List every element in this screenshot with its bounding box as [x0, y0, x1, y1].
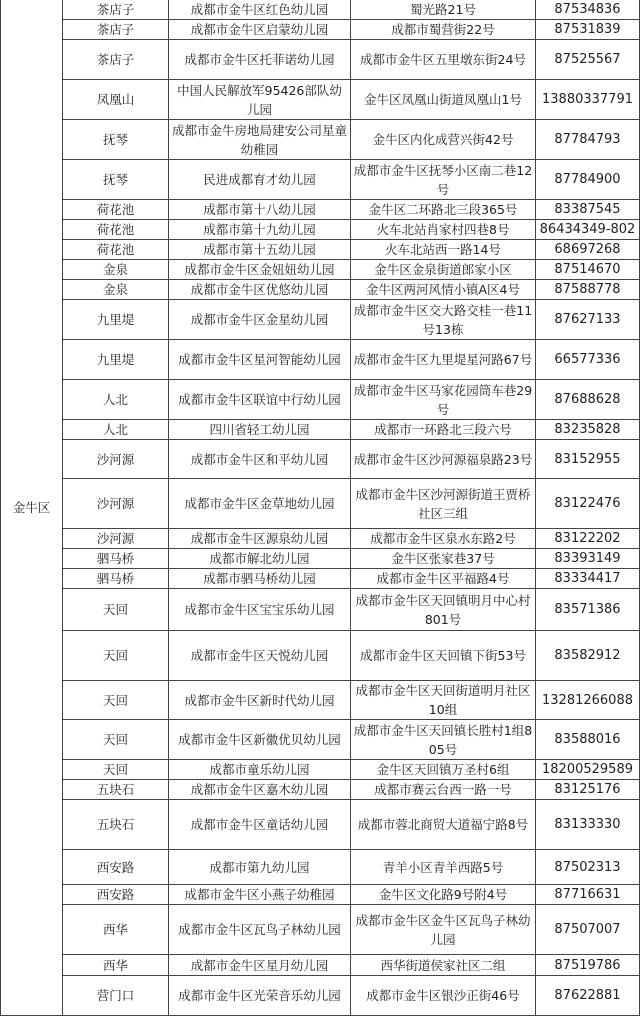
area-cell: 金泉: [63, 280, 169, 300]
area-cell: 抚琴: [63, 160, 169, 200]
kindergarten-name-cell: 成都市金牛区托菲诺幼儿园: [169, 40, 351, 80]
address-cell: 青羊小区青羊西路5号: [351, 850, 536, 885]
address-cell: 成都市金牛区金牛区瓦鸟子林幼儿园: [351, 905, 536, 955]
phone-cell: 87622881: [536, 976, 640, 1016]
kindergarten-name-cell: 成都市金牛区宝宝乐幼儿园: [169, 589, 351, 631]
address-cell: 成都市金牛区抚琴小区南二巷12号: [351, 160, 536, 200]
area-cell: 天回: [63, 589, 169, 631]
phone-cell: 83334417: [536, 569, 640, 589]
area-cell: 五块石: [63, 800, 169, 850]
table-row: [1, 380, 640, 420]
address-cell: 成都市金牛区沙河源街道王贾桥社区三组: [351, 479, 536, 529]
area-cell: 沙河源: [63, 440, 169, 479]
table-row: [1, 976, 640, 1016]
kindergarten-name-cell: 成都市金牛区童话幼儿园: [169, 800, 351, 850]
address-cell: 金牛区内化成营兴街42号: [351, 120, 536, 160]
table-body: [1, 0, 640, 1016]
kindergarten-name-cell: 成都市金牛区优悠幼儿园: [169, 280, 351, 300]
address-cell: 成都市金牛区银沙正街46号: [351, 976, 536, 1016]
kindergarten-name-cell: 成都市第十五幼儿园: [169, 240, 351, 260]
area-cell: 人北: [63, 420, 169, 440]
table-row: [1, 631, 640, 681]
area-cell: 人北: [63, 380, 169, 420]
address-cell: 成都市金牛区平福路4号: [351, 569, 536, 589]
phone-cell: 83235828: [536, 420, 640, 440]
area-cell: 荷花池: [63, 220, 169, 240]
address-cell: 蜀光路21号: [351, 0, 536, 20]
table-row: [1, 300, 640, 340]
area-cell: 荷花池: [63, 200, 169, 220]
kindergarten-name-cell: 成都市第九幼儿园: [169, 850, 351, 885]
table-row: [1, 280, 640, 300]
area-cell: 西华: [63, 955, 169, 976]
table-row: [1, 549, 640, 569]
address-cell: 成都市金牛区沙河源福泉路23号: [351, 440, 536, 479]
address-cell: 成都市赛云台西一路一号: [351, 780, 536, 800]
kindergarten-name-cell: 成都市金牛区金星幼儿园: [169, 300, 351, 340]
kindergarten-name-cell: 成都市金牛区红色幼儿园: [169, 0, 351, 20]
area-cell: 荷花池: [63, 240, 169, 260]
kindergarten-name-cell: 成都市金牛区天悦幼儿园: [169, 631, 351, 681]
area-cell: 九里堤: [63, 340, 169, 380]
phone-cell: 83393149: [536, 549, 640, 569]
address-cell: 金牛区天回镇万圣村6组: [351, 760, 536, 780]
phone-cell: 87588778: [536, 280, 640, 300]
area-cell: 西安路: [63, 885, 169, 905]
table-row: [1, 220, 640, 240]
area-cell: 沙河源: [63, 479, 169, 529]
kindergarten-name-cell: 成都市金牛区小燕子幼稚园: [169, 885, 351, 905]
address-cell: 火车北站西一路14号: [351, 240, 536, 260]
table-row: [1, 340, 640, 380]
address-cell: 成都市金牛区马家花园筒车巷29号: [351, 380, 536, 420]
table-row: [1, 529, 640, 549]
table-row: [1, 800, 640, 850]
phone-cell: 87514670: [536, 260, 640, 280]
phone-cell: 18200529589: [536, 760, 640, 780]
kindergarten-name-cell: 成都市金牛区光荣音乐幼儿园: [169, 976, 351, 1016]
kindergarten-name-cell: 成都市金牛区嘉木幼儿园: [169, 780, 351, 800]
address-cell: 西华街道侯家社区二组: [351, 955, 536, 976]
phone-cell: 68697268: [536, 240, 640, 260]
address-cell: 金牛区二环路北三段365号: [351, 200, 536, 220]
phone-cell: 87525567: [536, 40, 640, 80]
area-cell: 沙河源: [63, 529, 169, 549]
table-row: [1, 479, 640, 529]
table-row: [1, 955, 640, 976]
phone-cell: 83588016: [536, 720, 640, 760]
table-row: [1, 905, 640, 955]
address-cell: 成都市金牛区天回镇明月中心村801号: [351, 589, 536, 631]
phone-cell: 83133330: [536, 800, 640, 850]
area-cell: 西安路: [63, 850, 169, 885]
address-cell: 金牛区两河风情小镇A区4号: [351, 280, 536, 300]
kindergarten-name-cell: 成都市金牛区瓦鸟子林幼儿园: [169, 905, 351, 955]
phone-cell: 83125176: [536, 780, 640, 800]
table-row: [1, 200, 640, 220]
kindergarten-name-cell: 成都市金牛区金妞妞幼儿园: [169, 260, 351, 280]
area-cell: 天回: [63, 681, 169, 720]
area-cell: 茶店子: [63, 40, 169, 80]
area-cell: 天回: [63, 720, 169, 760]
table-row: [1, 885, 640, 905]
table-row: [1, 20, 640, 40]
kindergarten-name-cell: 成都市金牛房地局建安公司星童幼稚园: [169, 120, 351, 160]
area-cell: 五块石: [63, 780, 169, 800]
kindergarten-name-cell: 成都市金牛区启蒙幼儿园: [169, 20, 351, 40]
address-cell: 成都市蓉北商贸大道福宁路8号: [351, 800, 536, 850]
phone-cell: 13281266088: [536, 681, 640, 720]
address-cell: 成都市金牛区天回镇下街53号: [351, 631, 536, 681]
phone-cell: 87784900: [536, 160, 640, 200]
table-row: [1, 40, 640, 80]
table-row: [1, 240, 640, 260]
kindergarten-name-cell: 成都市金牛区和平幼儿园: [169, 440, 351, 479]
table-row: [1, 120, 640, 160]
table-row: [1, 780, 640, 800]
phone-cell: 83387545: [536, 200, 640, 220]
table-row: [1, 720, 640, 760]
phone-cell: 87502313: [536, 850, 640, 885]
kindergarten-name-cell: 成都市第十九幼儿园: [169, 220, 351, 240]
table-row: [1, 260, 640, 280]
kindergarten-name-cell: 成都市金牛区星月幼儿园: [169, 955, 351, 976]
address-cell: 成都市金牛区交大路交桂一巷11号13栋: [351, 300, 536, 340]
address-cell: 金牛区张家巷37号: [351, 549, 536, 569]
kindergarten-name-cell: 民进成都育才幼儿园: [169, 160, 351, 200]
address-cell: 成都市金牛区天回街道明月社区10组: [351, 681, 536, 720]
area-cell: 抚琴: [63, 120, 169, 160]
area-cell: 驷马桥: [63, 569, 169, 589]
area-cell: 茶店子: [63, 20, 169, 40]
address-cell: 成都市金牛区九里堤星河路67号: [351, 340, 536, 380]
address-cell: 成都市金牛区泉水东路2号: [351, 529, 536, 549]
area-cell: 茶店子: [63, 0, 169, 20]
district-cell: 金牛区: [1, 0, 63, 1016]
area-cell: 西华: [63, 905, 169, 955]
table-row: [1, 0, 640, 20]
area-cell: 金泉: [63, 260, 169, 280]
kindergarten-name-cell: 成都市第十八幼儿园: [169, 200, 351, 220]
area-cell: 驷马桥: [63, 549, 169, 569]
kindergarten-name-cell: 成都市金牛区新时代幼儿园: [169, 681, 351, 720]
table-row: [1, 589, 640, 631]
phone-cell: 87531839: [536, 20, 640, 40]
address-cell: 成都市一环路北三段六号: [351, 420, 536, 440]
phone-cell: 83152955: [536, 440, 640, 479]
area-cell: 天回: [63, 631, 169, 681]
table-row: [1, 420, 640, 440]
phone-cell: 66577336: [536, 340, 640, 380]
phone-cell: 87716631: [536, 885, 640, 905]
address-cell: 成都市金牛区天回镇长胜村1组805号: [351, 720, 536, 760]
kindergarten-name-cell: 四川省轻工幼儿园: [169, 420, 351, 440]
phone-cell: 87688628: [536, 380, 640, 420]
area-cell: 天回: [63, 760, 169, 780]
kindergarten-name-cell: 成都市金牛区联谊中行幼儿园: [169, 380, 351, 420]
kindergarten-name-cell: 中国人民解放军95426部队幼儿园: [169, 80, 351, 120]
phone-cell: 87627133: [536, 300, 640, 340]
table-row: [1, 681, 640, 720]
area-cell: 营门口: [63, 976, 169, 1016]
address-cell: 金牛区金泉街道郎家小区: [351, 260, 536, 280]
kindergarten-name-cell: 成都市金牛区金草地幼儿园: [169, 479, 351, 529]
phone-cell: 13880337791: [536, 80, 640, 120]
address-cell: 成都市蜀营街22号: [351, 20, 536, 40]
phone-cell: 83571386: [536, 589, 640, 631]
address-cell: 金牛区文化路9号附4号: [351, 885, 536, 905]
table-row: [1, 850, 640, 885]
phone-cell: 87784793: [536, 120, 640, 160]
table-row: [1, 80, 640, 120]
phone-cell: 83122202: [536, 529, 640, 549]
address-cell: 火车北站肖家村四巷8号: [351, 220, 536, 240]
phone-cell: 83122476: [536, 479, 640, 529]
phone-cell: 83582912: [536, 631, 640, 681]
phone-cell: 87534836: [536, 0, 640, 20]
address-cell: 成都市金牛区五里墩东街24号: [351, 40, 536, 80]
table-row: [1, 760, 640, 780]
area-cell: 凤凰山: [63, 80, 169, 120]
table-row: [1, 160, 640, 200]
table-row: [1, 569, 640, 589]
kindergarten-name-cell: 成都市童乐幼儿园: [169, 760, 351, 780]
phone-cell: 87519786: [536, 955, 640, 976]
kindergarten-name-cell: 成都市金牛区星河智能幼儿园: [169, 340, 351, 380]
phone-cell: 87507007: [536, 905, 640, 955]
address-cell: 金牛区凤凰山街道凤凰山1号: [351, 80, 536, 120]
kindergarten-name-cell: 成都市金牛区新徽优贝幼儿园: [169, 720, 351, 760]
kindergarten-name-cell: 成都市驷马桥幼儿园: [169, 569, 351, 589]
kindergarten-name-cell: 成都市解北幼儿园: [169, 549, 351, 569]
phone-cell: 86434349-802: [536, 220, 640, 240]
area-cell: 九里堤: [63, 300, 169, 340]
table-row: [1, 440, 640, 479]
kindergarten-name-cell: 成都市金牛区源泉幼儿园: [169, 529, 351, 549]
